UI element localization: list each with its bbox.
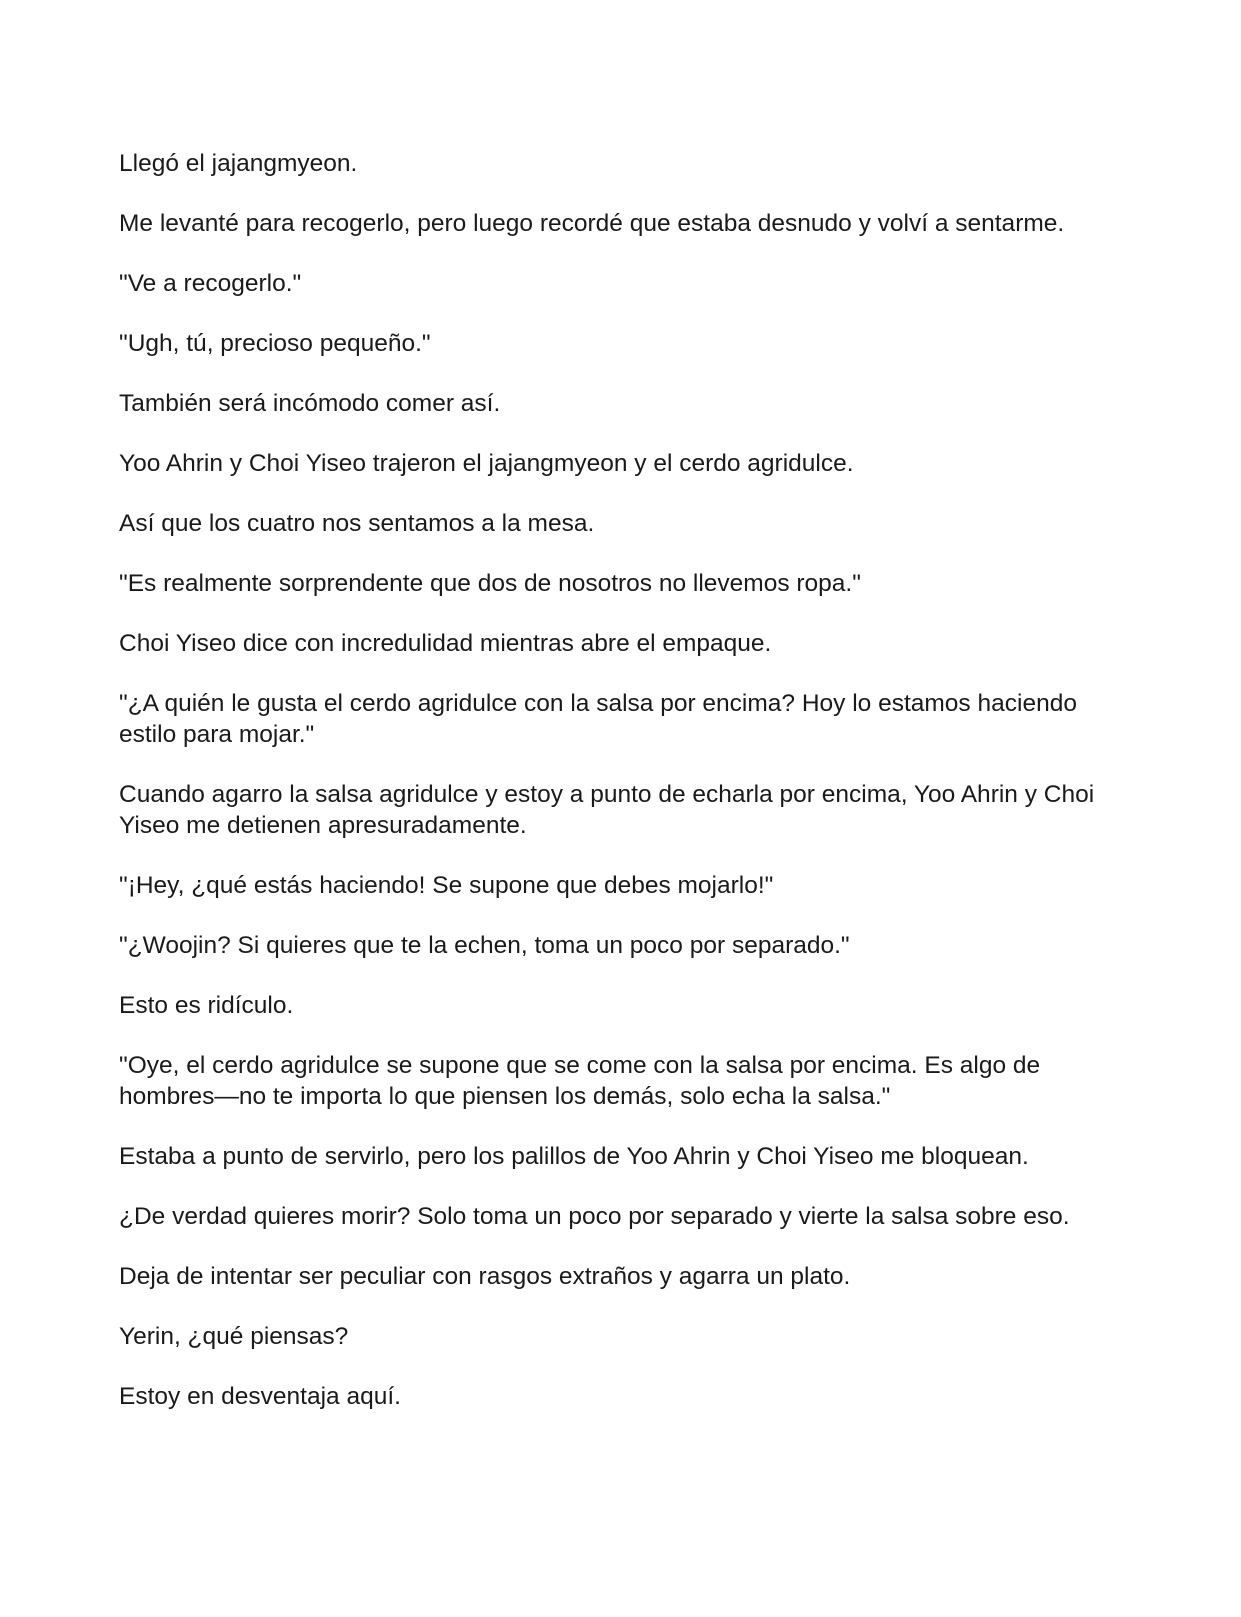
paragraph: Choi Yiseo dice con incredulidad mientras abre el empaque. [119, 630, 772, 657]
paragraph: "Es realmente sorprendente que dos de nosotros no llevemos ropa." [119, 570, 861, 597]
paragraph: Llegó el jajangmyeon. [119, 150, 358, 177]
paragraph: Cuando agarro la salsa agridulce y estoy a punto de echarla por encima, Yoo Ahrin y Choi Yiseo me detienen apresuradamente. [119, 781, 1095, 839]
paragraph: "Ugh, tú, precioso pequeño." [119, 330, 431, 357]
paragraph: ¿De verdad quieres morir? Solo toma un poco por separado y vierte la salsa sobre eso. [119, 1203, 1070, 1230]
paragraph: Deja de intentar ser peculiar con rasgos extraños y agarra un plato. [119, 1263, 851, 1290]
paragraph: "¿A quién le gusta el cerdo agridulce con la salsa por encima? Hoy lo estamos haciendo estilo para mojar." [119, 690, 1077, 748]
paragraph: "Ve a recogerlo." [119, 270, 302, 297]
paragraph: "¡Hey, ¿qué estás haciendo! Se supone que debes mojarlo!" [119, 872, 774, 899]
text-body [119, 148, 1124, 1412]
paragraph: Yoo Ahrin y Choi Yiseo trajeron el jajangmyeon y el cerdo agridulce. [119, 450, 854, 477]
paragraph: Estoy en desventaja aquí. [119, 1383, 401, 1410]
paragraph: También será incómodo comer así. [119, 390, 501, 417]
paragraph: Me levanté para recogerlo, pero luego recordé que estaba desnudo y volví a sentarme. [119, 210, 1065, 237]
paragraph: "Oye, el cerdo agridulce se supone que se come con la salsa por encima. Es algo de hombres—no te importa lo que piensen los demás, solo echa la salsa." [119, 1052, 1041, 1110]
paragraph: Esto es ridículo. [119, 992, 294, 1019]
paragraph: "¿Woojin? Si quieres que te la echen, toma un poco por separado." [119, 932, 850, 959]
paragraph: Yerin, ¿qué piensas? [119, 1323, 349, 1350]
paragraph: Estaba a punto de servirlo, pero los palillos de Yoo Ahrin y Choi Yiseo me bloquean. [119, 1143, 1029, 1170]
paragraph: Así que los cuatro nos sentamos a la mesa. [119, 510, 595, 537]
